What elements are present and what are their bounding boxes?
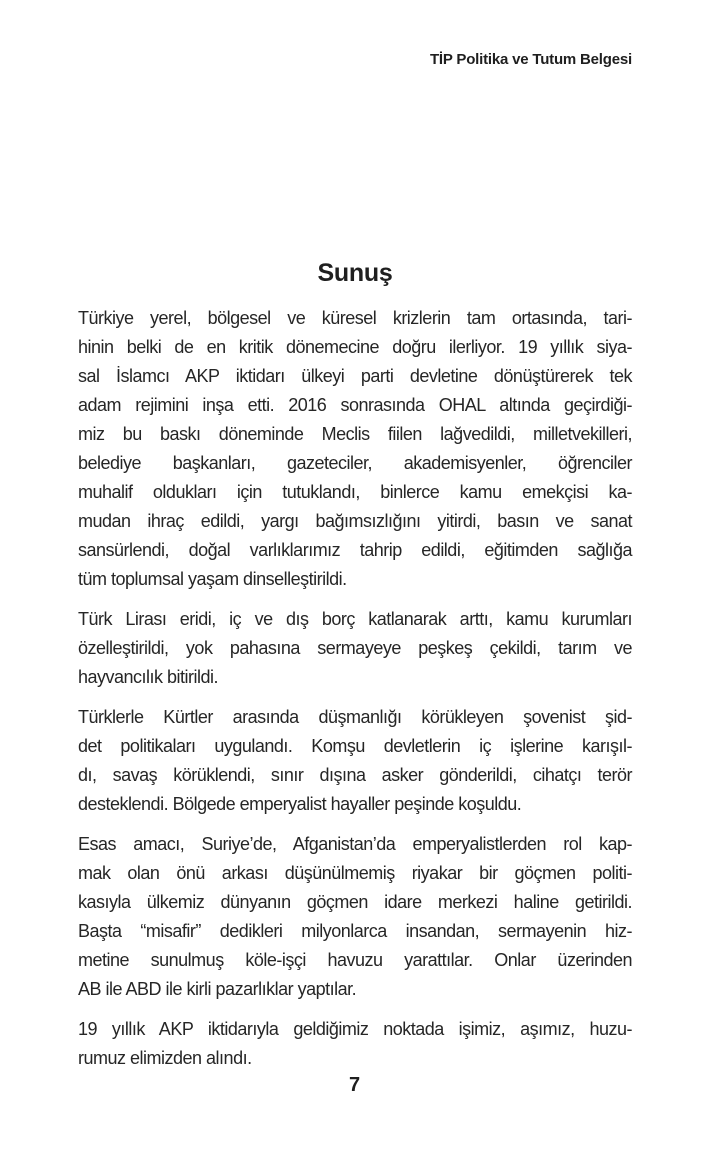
body-paragraph xyxy=(78,1015,632,1073)
text-line: dı, savaş körüklendi, sınır dışına asker gönderildi, cihatçı terör xyxy=(78,764,632,785)
text-line: Türkiye yerel, bölgesel ve küresel krizlerin tam ortasında, tari- xyxy=(78,307,632,328)
body-paragraph xyxy=(78,830,632,1004)
text-line: desteklendi. Bölgede emperyalist hayaller peşinde koşuldu. xyxy=(78,793,522,814)
text-line: hayvancılık bitirildi. xyxy=(78,666,219,687)
text-line: 19 yıllık AKP iktidarıyla geldiğimiz noktada işimiz, aşımız, huzu- xyxy=(78,1018,632,1039)
text-line: metine sunulmuş köle-işçi havuzu yarattılar. Onlar üzerinden xyxy=(78,949,632,970)
body-paragraph xyxy=(78,703,632,819)
running-header: TİP Politika ve Tutum Belgesi xyxy=(429,51,632,68)
text-line: Türklerle Kürtler arasında düşmanlığı körükleyen şovenist şid- xyxy=(78,706,632,727)
text-line: sal İslamcı AKP iktidarı ülkeyi parti devletine dönüştürerek tek xyxy=(78,365,632,386)
text-line: kasıyla ülkemiz dünyanın göçmen idare merkezi haline getirildi. xyxy=(78,891,632,912)
chapter-title: Sunuş xyxy=(317,259,393,287)
text-line: tüm toplumsal yaşam dinselleştirildi. xyxy=(78,568,347,589)
body-paragraph xyxy=(78,605,632,692)
text-line: Türk Lirası eridi, iç ve dış borç katlanarak arttı, kamu kurumları xyxy=(78,608,632,629)
text-line: rumuz elimizden alındı. xyxy=(78,1047,252,1068)
text-line: mudan ihraç edildi, yargı bağımsızlığını yitirdi, basın ve sanat xyxy=(78,510,632,531)
text-line: hinin belki de en kritik dönemecine doğru ilerliyor. 19 yıllık siya- xyxy=(78,336,632,357)
text-line: belediye başkanları, gazeteciler, akademisyenler, öğrenciler xyxy=(78,452,632,473)
text-line: det politikaları uygulandı. Komşu devletlerin iç işlerine karışıl- xyxy=(78,735,632,756)
text-line: AB ile ABD ile kirli pazarlıklar yaptılar. xyxy=(78,978,357,999)
text-line: özelleştirildi, yok pahasına sermayeye peşkeş çekildi, tarım ve xyxy=(78,637,632,658)
text-line: mak olan önü arkası düşünülmemiş riyakar bir göçmen politi- xyxy=(78,862,632,883)
text-line: adam rejimini inşa etti. 2016 sonrasında OHAL altında geçirdiği- xyxy=(78,394,632,415)
body-paragraph xyxy=(78,304,632,594)
text-line: sansürlendi, doğal varlıklarımız tahrip edildi, eğitimden sağlığa xyxy=(78,539,632,560)
page-number: 7 xyxy=(348,1074,361,1096)
text-line: Esas amacı, Suriye’de, Afganistan’da emperyalistlerden rol kap- xyxy=(78,833,632,854)
body-text xyxy=(78,304,632,1073)
text-line: miz bu baskı döneminde Meclis fiilen lağvedildi, milletvekilleri, xyxy=(78,423,632,444)
text-line: Başta “misafir” dedikleri milyonlarca insandan, sermayenin hiz- xyxy=(78,920,632,941)
text-line: muhalif oldukları için tutuklandı, binlerce kamu emekçisi ka- xyxy=(78,481,632,502)
